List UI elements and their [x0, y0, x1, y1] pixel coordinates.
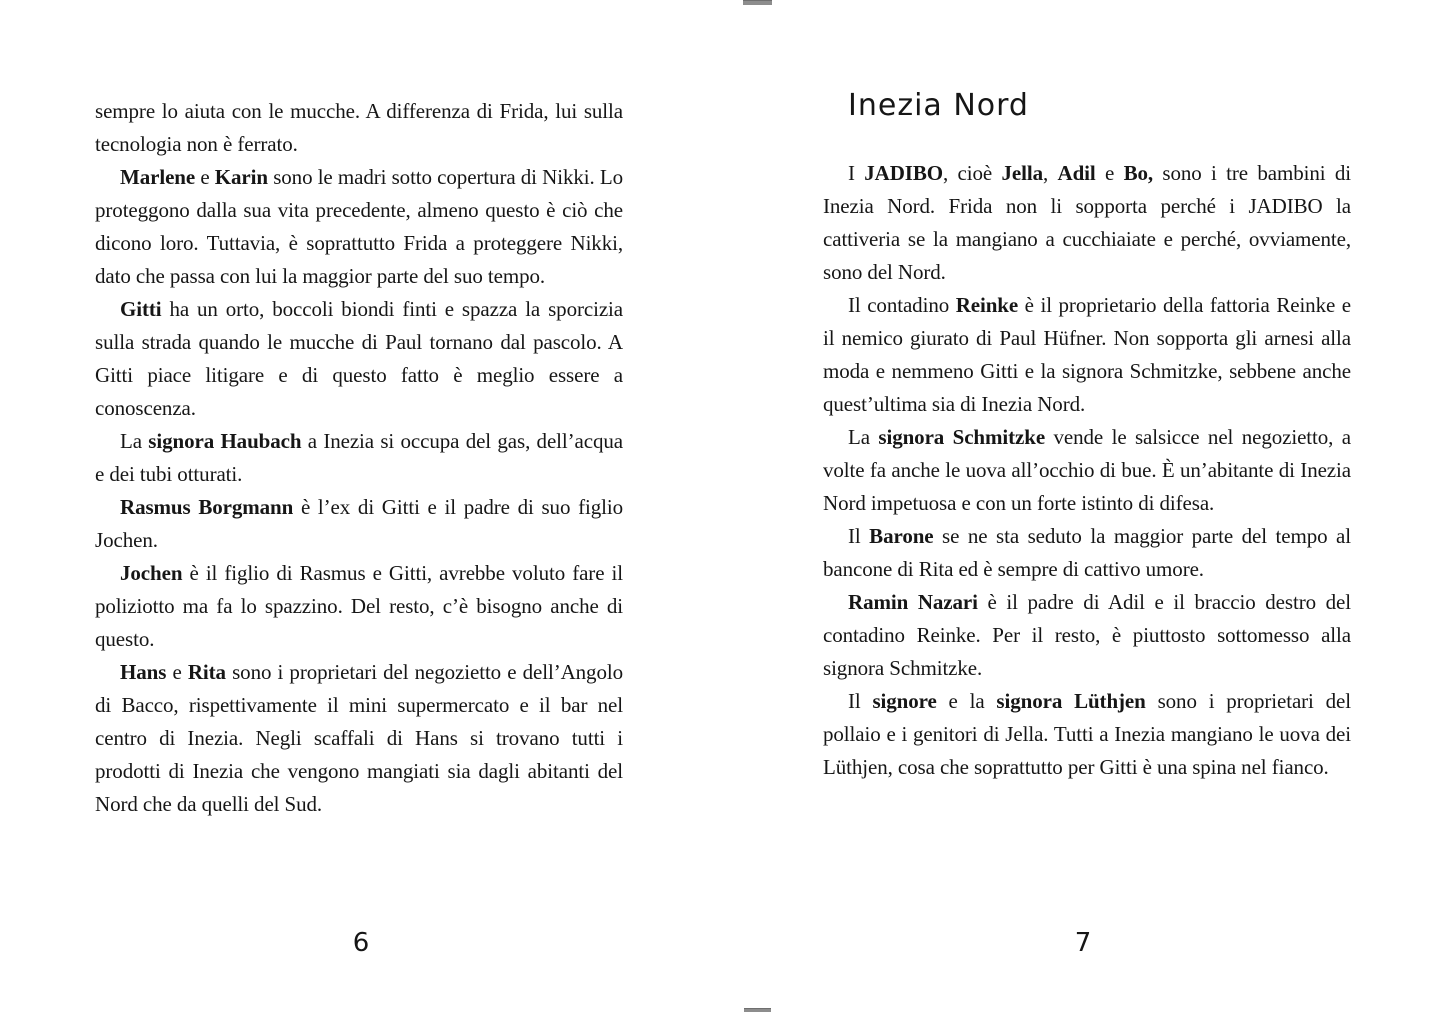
text-segment: sono i proprietari del negozietto e dell’Angolo di Bacco, rispettivamente il mini supermercato e il bar nel centro di Inezia. Negli scaffali di Hans si trovano tutti i prodotti di Inezia che vengono mangiati sia dagli abitanti del Nord che da quelli del Sud. [95, 660, 623, 816]
character-name: Bo, [1123, 161, 1154, 185]
text-segment: sono le madri sotto copertura di Nikki. Lo proteggono dalla sua vita precedente, almeno questo è ciò che dicono loro. Tuttavia, è soprattutto Frida a proteggere Nikki, dato che passa con lui la maggior parte del suo tempo. [95, 165, 623, 288]
text-segment: Il [848, 689, 873, 713]
text-segment: Il contadino [848, 293, 956, 317]
text-segment: è il proprietario della fattoria Reinke e il nemico giurato di Paul Hüfner. Non sopporta gli arnesi alla moda e nemmeno Gitti e la signora Schmitzke, sebbene anche quest’ultima sia di Inezia Nord. [823, 293, 1351, 416]
character-name: Reinke [955, 293, 1019, 317]
character-name: Hans [120, 660, 167, 684]
character-name: signora Haubach [148, 429, 302, 453]
character-name: Rasmus Borgmann [120, 495, 294, 519]
page-left-text [95, 95, 623, 821]
text-segment: sempre lo aiuta con le mucche. A differenza di Frida, lui sulla tecnologia non è ferrato. [95, 99, 623, 156]
page-number-left: 6 [352, 928, 370, 958]
paragraph [95, 425, 623, 491]
text-segment: sono i tre bambini di Inezia Nord. Frida non li sopporta perché i JADIBO la cattiveria se la mangiano a cucchiaiate e perché, ovviamente, sono del Nord. [823, 161, 1351, 284]
character-name: Gitti [120, 297, 162, 321]
character-name: Marlene [120, 165, 196, 189]
character-name: Adil [1057, 161, 1096, 185]
page-number-right: 7 [1074, 928, 1092, 958]
text-segment: , cioè [943, 161, 1002, 185]
text-segment: è l’ex di Gitti e il padre di suo figlio Jochen. [95, 495, 623, 552]
text-segment: , [1042, 161, 1058, 185]
paragraph [823, 520, 1351, 586]
page-left [0, 0, 722, 1016]
text-segment: Il [848, 524, 870, 548]
text-segment: La [848, 425, 879, 449]
page-right [722, 0, 1444, 1016]
text-segment: a Inezia si occupa del gas, dell’acqua e dei tubi otturati. [95, 429, 623, 486]
text-segment: sono i proprietari del pollaio e i genitori di Jella. Tutti a Inezia mangiano le uova dei Lüthjen, cosa che soprattutto per Gitti è una spina nel fianco. [823, 689, 1351, 779]
paragraph [823, 157, 1351, 289]
paragraph [823, 586, 1351, 685]
character-name: signore [872, 689, 937, 713]
paragraph [823, 685, 1351, 784]
text-segment: e [1095, 161, 1124, 185]
character-name: Ramin Nazari [848, 590, 978, 614]
paragraph [95, 557, 623, 656]
character-name: signora Schmitzke [878, 425, 1046, 449]
text-segment: e [195, 165, 215, 189]
paragraph [95, 491, 623, 557]
paragraph [95, 95, 623, 161]
character-name: Jochen [120, 561, 183, 585]
text-segment: La [120, 429, 149, 453]
chapter-heading: Inezia Nord [848, 88, 1029, 123]
text-segment: e [166, 660, 188, 684]
paragraph [95, 161, 623, 293]
text-segment: e la [936, 689, 997, 713]
trim-mark-bottom [744, 1008, 771, 1012]
page-right-text [823, 157, 1351, 784]
character-name: Barone [869, 524, 934, 548]
text-segment: I [848, 161, 865, 185]
text-segment: ha un orto, boccoli biondi finti e spazza la sporcizia sulla strada quando le mucche di Paul tornano dal pascolo. A Gitti piace litigare e di questo fatto è meglio essere a conoscenza. [95, 297, 623, 420]
character-name: signora Lüthjen [996, 689, 1146, 713]
paragraph [95, 656, 623, 821]
character-name: JADIBO [864, 161, 944, 185]
text-segment: vende le salsicce nel negozietto, a volte fa anche le uova all’occhio di bue. È un’abitante di Inezia Nord impetuosa e con un forte istinto di difesa. [823, 425, 1351, 515]
paragraph [95, 293, 623, 425]
character-name: Rita [187, 660, 226, 684]
text-segment: è il padre di Adil e il braccio destro del contadino Reinke. Per il resto, è piuttosto sottomesso alla signora Schmitzke. [823, 590, 1351, 680]
paragraph [823, 421, 1351, 520]
character-name: Karin [214, 165, 268, 189]
text-segment: se ne sta seduto la maggior parte del tempo al bancone di Rita ed è sempre di cattivo umore. [823, 524, 1352, 581]
text-segment: è il figlio di Rasmus e Gitti, avrebbe voluto fare il poliziotto ma fa lo spazzino. Del resto, c’è bisogno anche di questo. [95, 561, 623, 651]
paragraph [823, 289, 1351, 421]
character-name: Jella [1001, 161, 1043, 185]
